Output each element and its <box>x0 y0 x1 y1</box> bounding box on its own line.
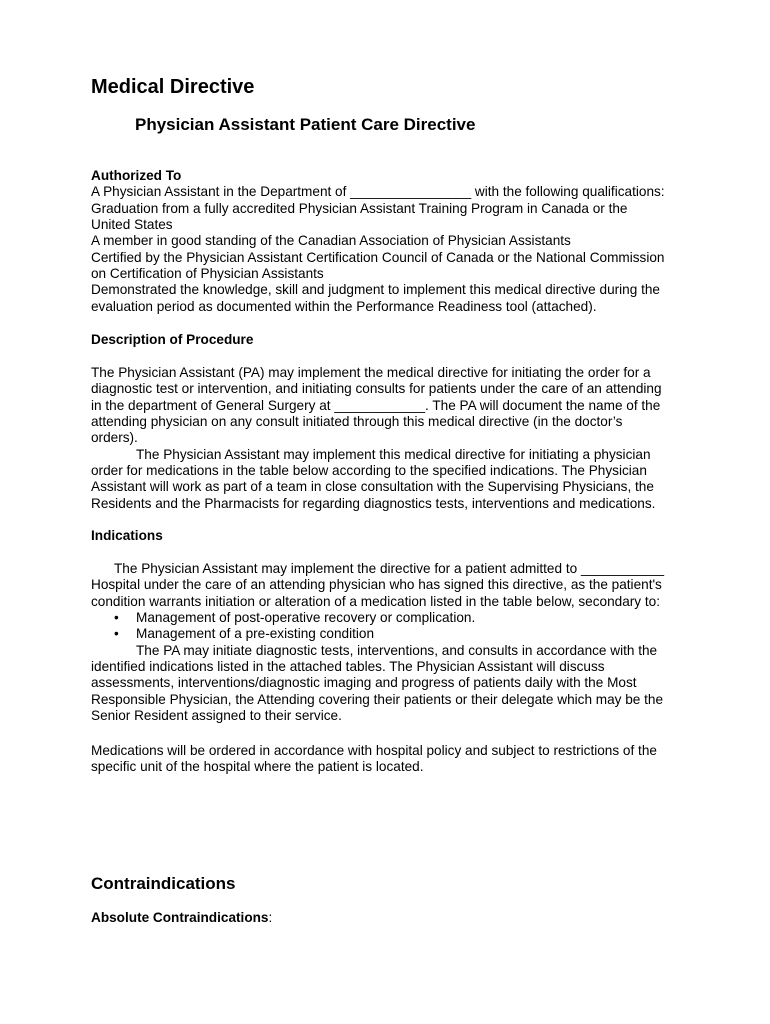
authorized-line: Demonstrated the knowledge, skill and judgment to implement this medical directive during the <box>91 282 660 298</box>
indications-line: Hospital under the care of an attending physician who has signed this directive, as the patient's <box>91 577 662 593</box>
indications-line: The PA may initiate diagnostic tests, interventions, and consults in accordance with the <box>136 642 658 658</box>
contraindications-heading: Contraindications <box>91 874 236 893</box>
authorized-line: on Certification of Physician Assistants <box>91 266 324 282</box>
authorized-line: United States <box>91 217 173 233</box>
procedure-line: attending physician on any consult initiated through this medical directive (in the doctor’s <box>91 414 623 430</box>
absolute-contraindications-label: Absolute Contraindications <box>91 910 269 925</box>
medications-line: Medications will be ordered in accordance with hospital policy and subject to restrictions of the <box>91 743 657 758</box>
indications-bullet-list <box>91 610 691 643</box>
document-title: Medical Directive <box>91 76 255 98</box>
authorized-line: evaluation period as documented within the Performance Readiness tool (attached). <box>91 298 597 314</box>
bullet-item: • Management of a pre-existing condition <box>91 626 691 642</box>
indications-body <box>91 561 691 724</box>
indications-line: Responsible Physician, the Attending covering their patients or their delegate which may be the <box>91 691 664 707</box>
procedure-line: Assistant will work as part of a team in close consultation with the Supervising Physicians, the <box>91 479 654 495</box>
document-subtitle: Physician Assistant Patient Care Directive <box>135 115 476 134</box>
absolute-contraindications-heading <box>91 910 272 926</box>
authorized-line: A Physician Assistant in the Department of ________________ with the following qualifications: <box>91 184 665 200</box>
indications-line: Senior Resident assigned to their service. <box>91 708 342 724</box>
procedure-line: Residents and the Pharmacists for regarding diagnostics tests, interventions and medications. <box>91 495 656 511</box>
authorized-line: Graduation from a fully accredited Physician Assistant Training Program in Canada or the <box>91 200 628 216</box>
procedure-line: The Physician Assistant (PA) may implement the medical directive for initiating the order for a <box>91 365 651 380</box>
procedure-line: diagnostic test or intervention, and initiating consults for patients under the care of an attending <box>91 381 662 397</box>
indications-line: The Physician Assistant may implement the directive for a patient admitted to ___________ <box>114 561 665 576</box>
indications-heading: Indications <box>91 528 163 543</box>
indications-line: identified indications listed in the attached tables. The Physician Assistant will discuss <box>91 659 605 675</box>
medications-paragraph <box>91 743 691 776</box>
procedure-line: orders). <box>91 430 138 446</box>
procedure-line: order for medications in the table below according to the specified indications. The Physician <box>91 463 647 479</box>
authorized-line: Certified by the Physician Assistant Certification Council of Canada or the National Commission <box>91 249 665 265</box>
absolute-contraindications-colon: : <box>268 910 273 925</box>
indications-line: assessments, interventions/diagnostic imaging and progress of patients daily with the Most <box>91 675 637 691</box>
medications-line: specific unit of the hospital where the patient is located. <box>91 759 424 775</box>
procedure-section <box>91 332 691 348</box>
procedure-line: in the department of General Surgery at ____________. The PA will document the name of the <box>91 397 661 413</box>
bullet-item: • Management of post-operative recovery or complication. <box>91 610 691 626</box>
authorized-line: A member in good standing of the Canadian Association of Physician Assistants <box>91 233 571 249</box>
procedure-heading: Description of Procedure <box>91 332 254 347</box>
procedure-line: The Physician Assistant may implement this medical directive for initiating a physician <box>136 446 651 462</box>
authorized-heading: Authorized To <box>91 168 182 183</box>
authorized-section <box>91 168 691 315</box>
indications-line: condition warrants initiation or alteration of a medication listed in the table below, secondary to: <box>91 593 660 609</box>
indications-section <box>91 528 691 544</box>
procedure-body <box>91 365 691 512</box>
